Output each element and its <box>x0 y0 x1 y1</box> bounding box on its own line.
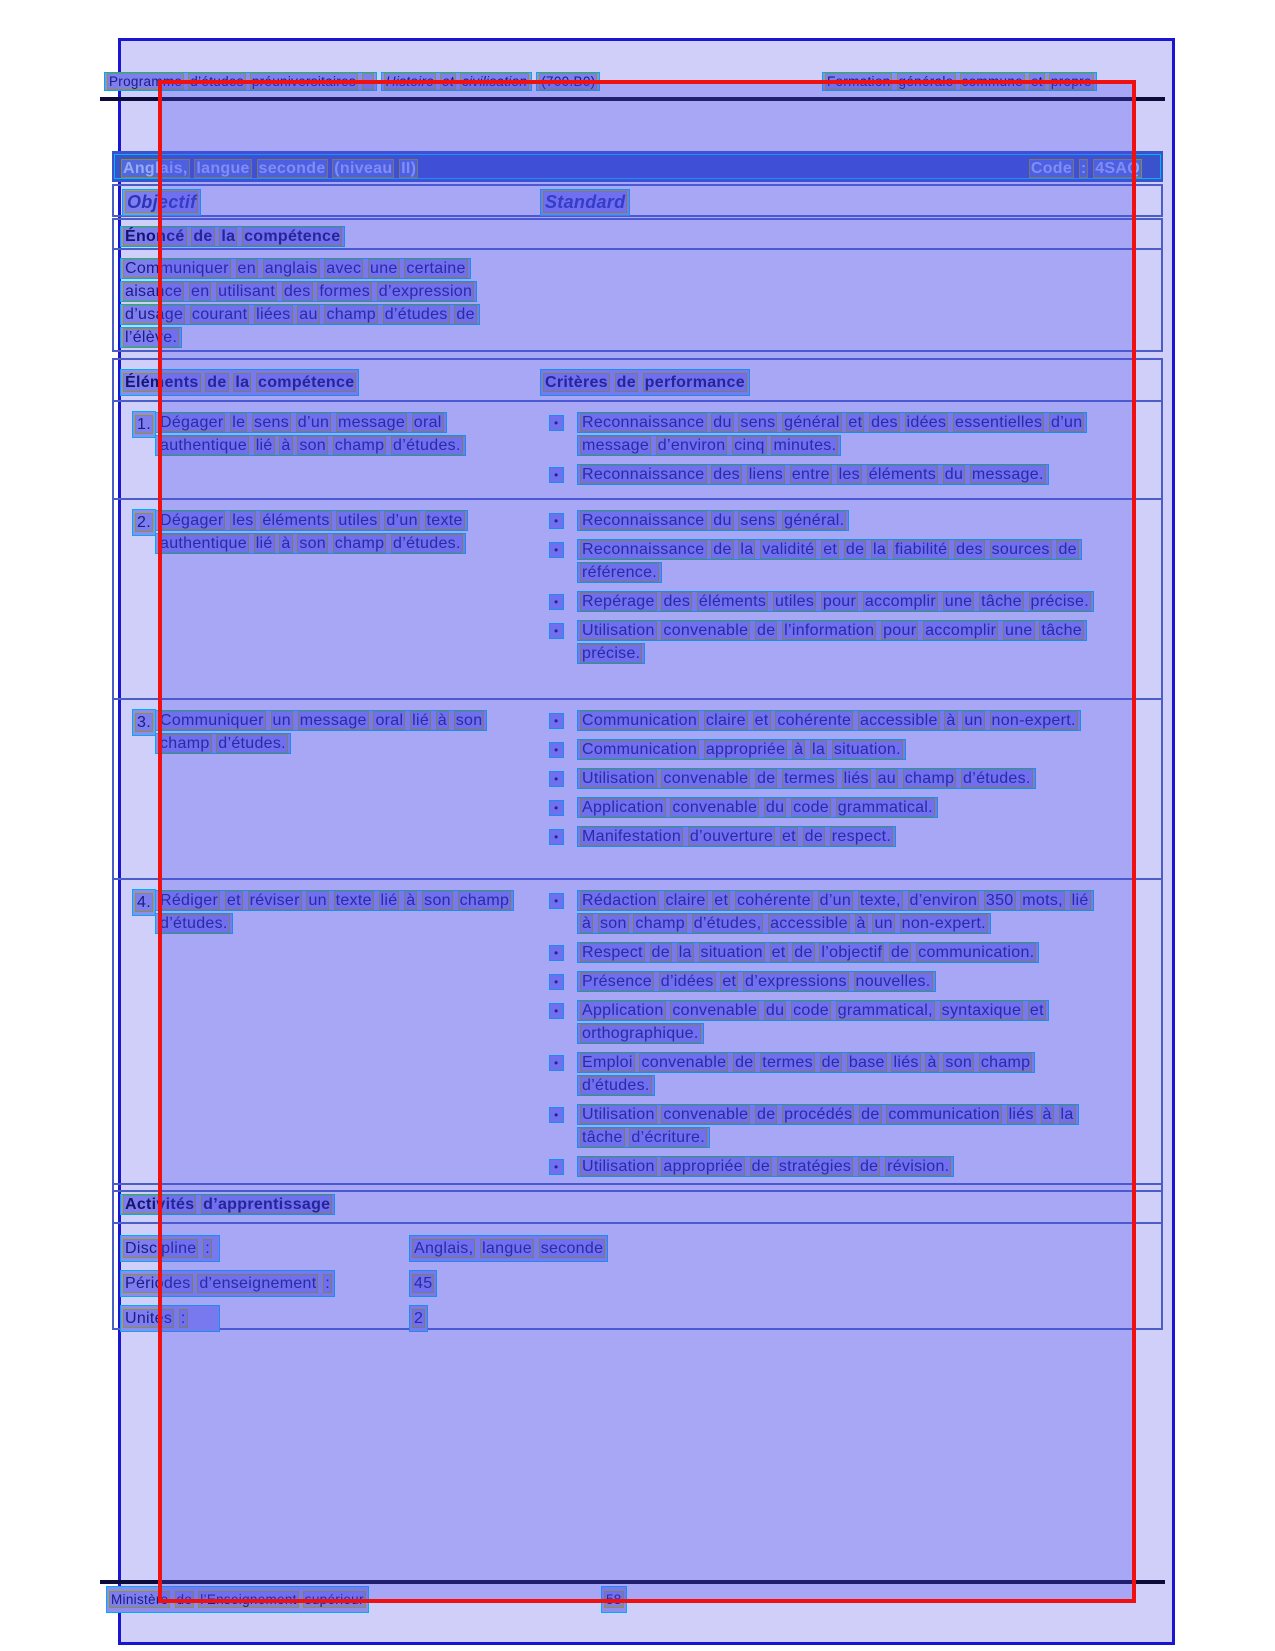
criterion-item <box>547 970 1139 993</box>
criterion-item <box>547 941 1139 964</box>
competence-row-3 <box>114 698 1161 878</box>
criterion-text: Reconnaissance du sens général et des idées essentielles d’un message d’environ cinq minutes. <box>577 412 1087 456</box>
criterion-text: Utilisation appropriée de stratégies de révision. <box>577 1156 954 1177</box>
field-label: Unités : <box>120 1305 220 1332</box>
field-value: 45 <box>409 1270 437 1297</box>
element-text: Dégager le sens d’un message oral authentique lié à son champ d’études. <box>155 412 466 456</box>
bullet-icon: • <box>549 467 564 483</box>
bullet-icon: • <box>549 800 564 816</box>
banner-line-box <box>114 154 1161 179</box>
activites-field-unites <box>120 1305 1161 1328</box>
row-number: 1. <box>132 411 156 438</box>
field-label: Discipline : <box>120 1235 220 1262</box>
criteres-col-header: Critères de performance <box>540 369 750 396</box>
bullet-icon: • <box>549 974 564 990</box>
bullet-icon: • <box>549 713 564 729</box>
enonce-section <box>112 218 1163 352</box>
footer-page-number: 58 <box>601 1586 627 1613</box>
criterion-text: Respect de la situation et de l’objectif de communication. <box>577 942 1039 963</box>
criterion-text: Reconnaissance du sens général. <box>577 510 849 531</box>
criterion-text: Manifestation d’ouverture et de respect. <box>577 826 896 847</box>
header-right-wrap <box>822 73 1097 90</box>
element-text: Dégager les éléments utiles d’un texte authentique lié à son champ d’études. <box>155 510 468 554</box>
bullet-icon: • <box>549 1107 564 1123</box>
criterion-text: Repérage des éléments utiles pour accomplir une tâche précise. <box>577 591 1094 612</box>
criterion-text: Utilisation convenable de termes liés au champ d’études. <box>577 768 1036 789</box>
criterion-item <box>547 1103 1139 1149</box>
elements-section <box>112 358 1163 1192</box>
objectif-standard-row <box>112 184 1163 217</box>
criterion-text: Application convenable du code grammatical. <box>577 797 938 818</box>
criterion-item <box>547 619 1139 665</box>
element-cell <box>155 509 515 555</box>
enonce-title: Énoncé de la compétence <box>120 226 345 247</box>
header-right-text: Formation générale commune et propre <box>822 72 1097 91</box>
field-value: Anglais, langue seconde <box>409 1235 608 1262</box>
bullet-icon: • <box>549 1159 564 1175</box>
elements-header-row <box>114 360 1161 402</box>
bullet-icon: • <box>549 829 564 845</box>
row-number: 4. <box>132 889 156 916</box>
bullet-icon: • <box>549 594 564 610</box>
column-title-objectif: Objectif <box>122 189 201 216</box>
criterion-text: Présence d’idées et d’expressions nouvelles. <box>577 971 936 992</box>
bullet-icon: • <box>549 893 564 909</box>
criterion-item <box>547 463 1139 486</box>
activites-header <box>114 1185 1161 1224</box>
criteria-cell <box>547 880 1139 1190</box>
bullet-icon: • <box>549 1003 564 1019</box>
criteria-cell <box>547 402 1139 498</box>
criterion-item <box>547 1155 1139 1178</box>
element-text: Rédiger et réviser un texte lié à son champ d’études. <box>155 890 514 934</box>
enonce-body <box>114 250 1161 349</box>
bullet-icon: • <box>549 513 564 529</box>
activites-section <box>112 1183 1163 1330</box>
footer-ministry-text: Ministère de l’Enseignement supérieur <box>106 1586 369 1613</box>
bullet-icon: • <box>549 771 564 787</box>
criterion-item <box>547 538 1139 584</box>
course-code: Code : 4SAQ <box>1030 160 1140 177</box>
element-cell <box>155 411 515 457</box>
criterion-text: Reconnaissance des liens entre les éléments du message. <box>577 464 1049 485</box>
enonce-paragraph <box>120 257 520 349</box>
course-title: Anglais, langue seconde (niveau II) <box>123 160 417 177</box>
element-text: Communiquer un message oral lié à son champ d’études. <box>155 710 487 754</box>
criterion-text: Application convenable du code grammatical, syntaxique et orthographique. <box>577 1000 1049 1044</box>
page-header <box>104 73 1104 90</box>
course-banner <box>112 151 1163 182</box>
elements-col-header: Éléments de la compétence <box>120 369 359 396</box>
column-title-standard: Standard <box>540 189 630 216</box>
criterion-item <box>547 825 1139 848</box>
bullet-icon: • <box>549 945 564 961</box>
criterion-item <box>547 796 1139 819</box>
bullet-icon: • <box>549 415 564 431</box>
criteria-cell <box>547 700 1139 860</box>
criteria-cell <box>547 500 1139 677</box>
criterion-item <box>547 509 1139 532</box>
criterion-item <box>547 889 1139 935</box>
competence-row-1 <box>114 402 1161 498</box>
criterion-item <box>547 590 1139 613</box>
criterion-item <box>547 1051 1139 1097</box>
criterion-text: Utilisation convenable de l’information pour accomplir une tâche précise. <box>577 620 1087 664</box>
criterion-item <box>547 767 1139 790</box>
header-rule <box>100 97 1165 101</box>
criterion-item <box>547 411 1139 457</box>
criterion-text: Rédaction claire et cohérente d’un texte, d’environ 350 mots, lié à son champ d’études, accessible à un non-expert. <box>577 890 1094 934</box>
header-left-italic-title: Histoire et civilisation <box>381 72 532 91</box>
bullet-icon: • <box>549 742 564 758</box>
header-left-prefix: Programme d’études préuniversitaires – <box>104 72 377 91</box>
bullet-icon: • <box>549 542 564 558</box>
field-value: 2 <box>409 1305 428 1332</box>
activites-field-discipline <box>120 1235 1161 1258</box>
activites-body <box>114 1224 1161 1328</box>
criterion-text: Reconnaissance de la validité et de la fiabilité des sources de référence. <box>577 539 1082 583</box>
bullet-icon: • <box>549 623 564 639</box>
element-cell <box>155 889 515 935</box>
activites-field-periodes <box>120 1270 1161 1293</box>
header-left-code: (700.B0) <box>536 72 600 91</box>
criterion-item <box>547 738 1139 761</box>
enonce-text: Communiquer en anglais avec une certaine aisance en utilisant des formes d’expression d’usage courant liées au champ d’études de l’élève. <box>120 258 480 348</box>
criterion-text: Utilisation convenable de procédés de communication liés à la tâche d’écriture. <box>577 1104 1079 1148</box>
criterion-item <box>547 999 1139 1045</box>
row-number: 2. <box>132 509 156 536</box>
enonce-header <box>114 220 1161 250</box>
footer-rule <box>100 1580 1165 1584</box>
criterion-item <box>547 709 1139 732</box>
criterion-text: Communication appropriée à la situation. <box>577 739 906 760</box>
criterion-text: Emploi convenable de termes de base liés à son champ d’études. <box>577 1052 1035 1096</box>
bullet-icon: • <box>549 1055 564 1071</box>
activites-title: Activités d’apprentissage <box>120 1194 335 1215</box>
criterion-text: Communication claire et cohérente accessible à un non-expert. <box>577 710 1081 731</box>
element-cell <box>155 709 515 755</box>
field-label: Périodes d’enseignement : <box>120 1270 335 1297</box>
row-number: 3. <box>132 709 156 736</box>
competence-row-4 <box>114 878 1161 1190</box>
competence-row-2 <box>114 498 1161 698</box>
